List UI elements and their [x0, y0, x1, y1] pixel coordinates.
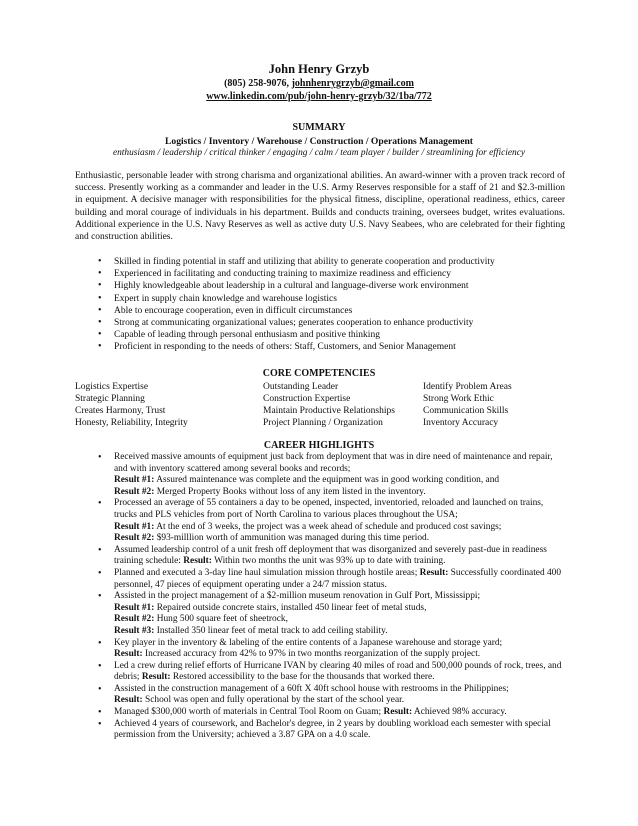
- contact-block: [0, 77, 638, 103]
- result-label: Result:: [183, 556, 212, 567]
- result-text: Successfully coordinated 400 personnel, 47 pieces of equipment operating under a 24/7 mission status.: [114, 567, 562, 590]
- highlight-text: Received massive amounts of equipment just back from deployment that was in dire need of maintenance and repair, and with inventory scattered among several books and records;: [114, 452, 553, 474]
- competency-item: Honesty, Reliability, Integrity: [75, 418, 188, 429]
- highlight-result: [114, 649, 564, 661]
- result-label: Result:: [114, 695, 143, 706]
- competency-item: Identify Problem Areas: [423, 382, 512, 392]
- highlight-item: [98, 591, 564, 637]
- list-item: • Highly knowledgeable about leadership in a cultural and language-diverse work environment: [98, 280, 568, 292]
- result-text: $93-milllion worth of ammunition was managed during this time period.: [154, 533, 430, 544]
- highlight-text: Processed an average of 55 containers a day to be opened, inspected, inventoried, reloaded and launched on trains, trucks and PLS vehicles from port of North Carolina to various places throughout the USA;: [114, 498, 544, 520]
- summary-bullet-list: [98, 256, 568, 354]
- highlight-result: [114, 626, 564, 638]
- summary-paragraph: Enthusiastic, personable leader with strong charisma and organizational abilities. An award-winner with a proven track record of success. Presently working as a commander and leader in the U.S. Army Reserves responsible for a staff of 21 and $2.3-million in equipment. A decisive manager with responsibilities for the physical fitness, discipline, operational readiness, ethics, career building and moral courage of individuals in his department. Builds and conducts training, oversees budget, writes evaluations. Additional experience in the U.S. Navy Reserves as well as active duty U.S. Navy Seabees, who are celebrated for their fighting and construction abilities.: [75, 171, 565, 243]
- highlight-result: [114, 533, 564, 545]
- highlight-item: [98, 498, 564, 544]
- highlight-result: [114, 475, 564, 487]
- contact-line: [0, 77, 638, 90]
- highlights-list: [98, 452, 564, 742]
- highlight-text: Led a crew during relief efforts of Hurricane IVAN by clearing 40 miles of road and 500,000 pounds of rock, trees, and debris;: [114, 660, 562, 683]
- resume-name: John Henry Grzyb: [268, 62, 370, 76]
- competency-item: Construction Expertise: [263, 394, 351, 405]
- summary-tagline: enthusiasm / leadership / critical thinker / engaging / calm / team player / builder / streamlining for efficiency: [112, 148, 526, 158]
- result-text: Restored accessibility to the base for the thousands that worked there.: [170, 672, 435, 683]
- result-label: Result #3:: [114, 625, 155, 636]
- competencies-column-3: [423, 381, 512, 429]
- highlights-title: CAREER HIGHLIGHTS: [263, 440, 375, 451]
- highlight-item: [98, 707, 564, 719]
- result-text: Within two months the unit was 93% up to date with training.: [211, 556, 446, 567]
- result-label: Result:: [114, 649, 143, 660]
- highlight-item: [98, 452, 564, 498]
- list-item: • Able to encourage cooperation, even in difficult circumstances: [98, 305, 568, 317]
- list-item: • Proficient in responding to the needs of others: Staff, Customers, and Senior Management: [98, 341, 568, 353]
- result-text: Repaired outside concrete stairs, installed 450 linear feet of metal studs,: [154, 602, 427, 613]
- competencies-title: CORE COMPETENCIES: [262, 368, 376, 379]
- result-text: Assured maintenance was complete and the equipment was in good working condition, and: [154, 475, 500, 486]
- result-label: Result #1:: [114, 602, 155, 613]
- result-text: Increased accuracy from 42% to 97% in two months reorganization of the supply project.: [142, 649, 481, 660]
- result-label: Result:: [419, 567, 449, 578]
- competency-item: Strong Work Ethic: [423, 394, 494, 405]
- competency-item: Strategic Planning: [75, 394, 145, 405]
- highlight-text: Assisted in the construction management of a 60ft X 40ft school house with restrooms in the Philippines;: [114, 683, 509, 694]
- result-text: Hung 500 square feet of sheetrock,: [154, 614, 288, 625]
- highlight-item: [98, 638, 564, 661]
- result-text: School was open and fully operational by the start of the school year.: [142, 695, 405, 706]
- highlight-text: Assumed leadership control of a unit fresh off deployment that was disorganized and severely past-due in readiness training schedule:: [114, 544, 547, 567]
- email-link[interactable]: johnhenrygrzyb@gmail.com: [291, 78, 414, 89]
- competency-item: Logistics Expertise: [75, 382, 149, 392]
- highlight-item: [98, 545, 564, 568]
- summary-subtitle: Logistics / Inventory / Warehouse / Construction / Operations Management: [165, 136, 473, 147]
- competencies-column-2: [263, 381, 395, 429]
- competency-item: Project Planning / Organization: [263, 418, 383, 429]
- result-label: Result #2:: [114, 486, 155, 497]
- highlight-text: Assisted in the project management of a $2-million museum renovation in Gulf Port, Mississippi;: [114, 591, 481, 602]
- highlight-text: Achieved 4 years of coursework, and Bachelor's degree, in 2 years by doubling workload each semester with special permission from the University; achieved a 3.87 GPA on a 4.0 scale.: [114, 718, 551, 741]
- competency-item: Creates Harmony, Trust: [75, 406, 166, 417]
- highlight-text: Planned and executed a 3-day line haul simulation mission through hostile areas;: [114, 567, 418, 578]
- result-label: Result #1:: [114, 521, 155, 532]
- result-text: Merged Property Books without loss of any item listed in the inventory.: [154, 486, 426, 497]
- list-item: • Expert in supply chain knowledge and warehouse logistics: [98, 293, 568, 305]
- result-label: Result:: [383, 707, 413, 718]
- highlight-item: [98, 719, 564, 742]
- highlight-result: [114, 522, 564, 534]
- result-text: At the end of 3 weeks, the project was a week ahead of schedule and produced cost savings;: [154, 521, 502, 532]
- linkedin-link[interactable]: www.linkedin.com/pub/john-henry-grzyb/32/1ba/772: [206, 91, 432, 102]
- result-text: Installed 350 linear feet of metal track to add ceiling stability.: [154, 625, 388, 636]
- phone: (805) 258-9076,: [224, 78, 292, 89]
- list-item: • Experienced in facilitating and conducting training to maximize readiness and efficiency: [98, 268, 568, 280]
- highlight-item: [98, 661, 564, 684]
- result-label: Result #1:: [114, 475, 155, 486]
- highlight-result: [114, 614, 564, 626]
- competency-item: Outstanding Leader: [263, 382, 339, 392]
- competencies-column-1: [75, 381, 188, 429]
- list-item: • Strong at communicating organizational values; generates cooperation to enhance productivity: [98, 317, 568, 329]
- highlight-text: Key player in the inventory & labeling of the entire contents of a Japanese warehouse and storage yard;: [114, 637, 503, 648]
- competency-item: Communication Skills: [423, 406, 509, 417]
- highlight-result: [114, 603, 564, 615]
- linkedin-line: [0, 90, 638, 103]
- result-text: Achieved 98% accuracy.: [412, 707, 507, 718]
- highlight-text: Managed $300,000 worth of materials in Central Tool Room on Guam;: [114, 707, 382, 718]
- list-item: • Skilled in finding potential in staff and utilizing that ability to generate cooperation and productivity: [98, 256, 568, 268]
- competency-item: Maintain Productive Relationships: [263, 406, 395, 417]
- highlight-result: [114, 695, 564, 707]
- result-label: Result:: [141, 672, 171, 683]
- list-item: • Capable of leading through personal enthusiasm and positive thinking: [98, 329, 568, 341]
- highlight-item: [98, 568, 564, 591]
- highlight-result: [114, 487, 564, 499]
- result-label: Result #2:: [114, 533, 155, 544]
- result-label: Result #2:: [114, 614, 155, 625]
- highlight-item: [98, 684, 564, 707]
- summary-title: SUMMARY: [292, 122, 346, 133]
- competency-item: Inventory Accuracy: [423, 418, 499, 429]
